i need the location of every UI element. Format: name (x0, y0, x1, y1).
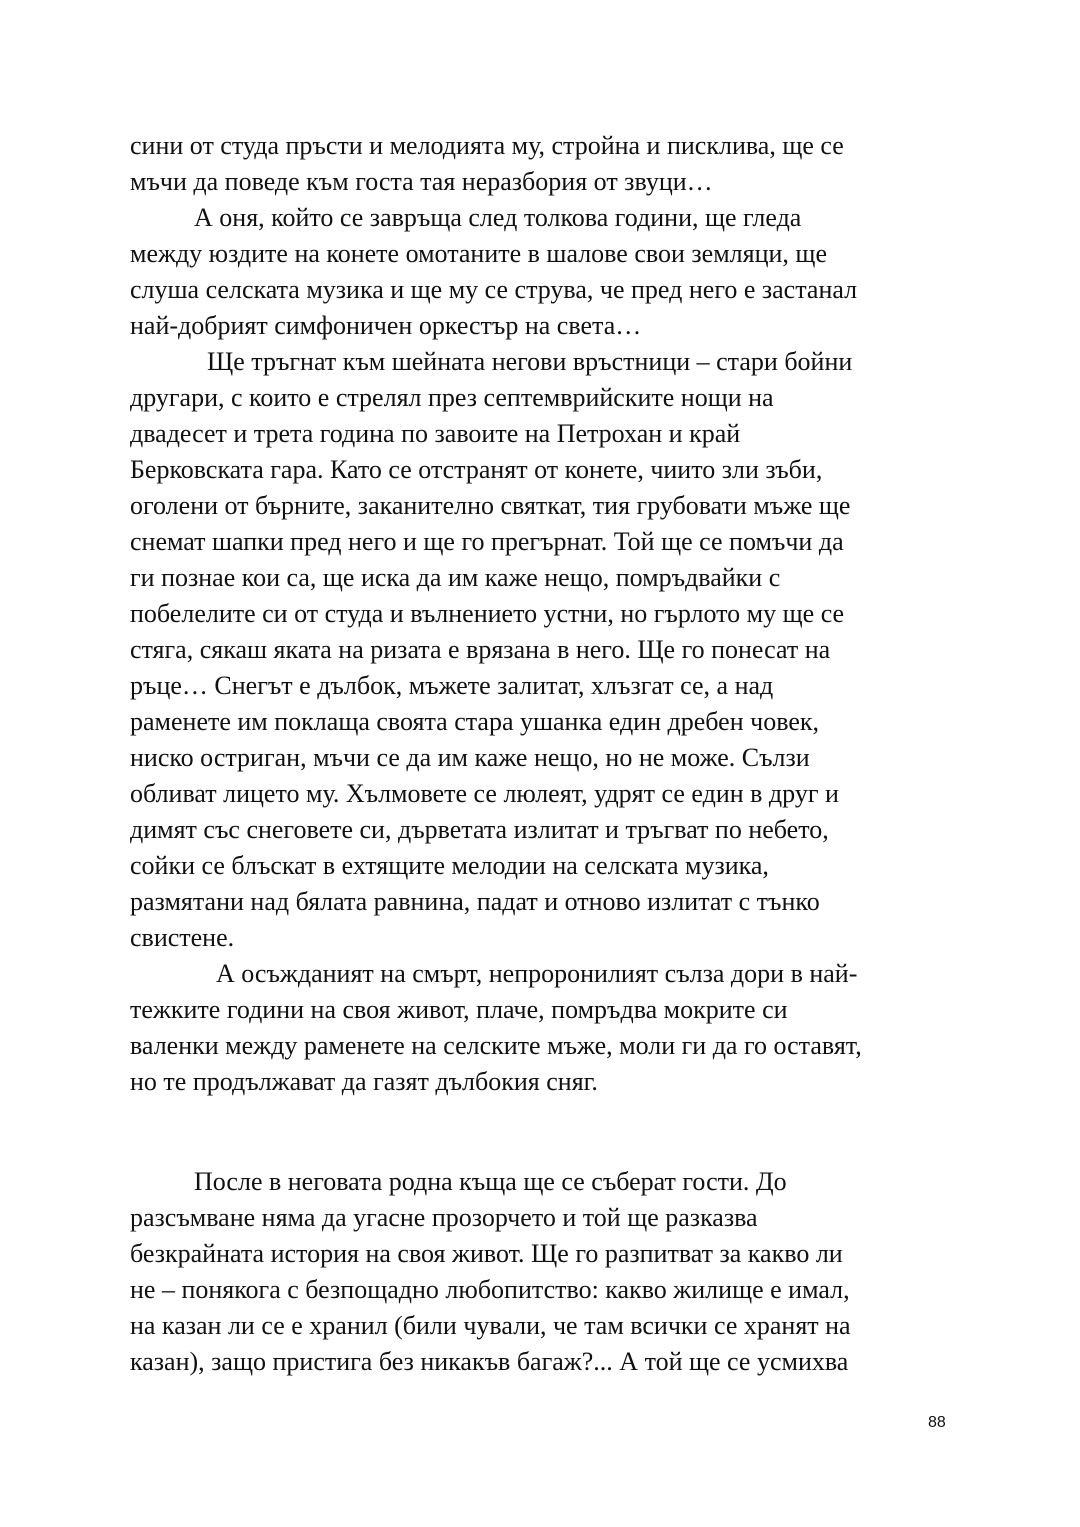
page-number: 88 (928, 1414, 946, 1431)
text-line: двадесет и трета година по завоите на Петрохан и край (130, 419, 741, 448)
text-line: валенки между раменете на селските мъже, моли ги да го оставят, (130, 1031, 862, 1060)
text-line: казан), защо пристига без никакъв багаж?... А той ще се усмихва (130, 1347, 849, 1376)
text-block-2 (130, 1164, 960, 1380)
text-line: сойки се блъскат в ехтящите мелодии на селската музика, (130, 851, 769, 880)
text-line: Берковската гара. Като се отстранят от конете, чиито зли зъби, (130, 455, 823, 484)
text-line: свистене. (130, 923, 235, 952)
text-line: но те продължават да газят дълбокия сняг. (130, 1067, 598, 1096)
text-line: размятани над бялата равнина, падат и отново излитат с тънко (130, 887, 820, 916)
text-line: ръце… Снегът е дълбок, мъжете залитат, хлъзгат се, а над (130, 671, 774, 700)
text-line: обливат лицето му. Хълмовете се люлеят, удрят се един в друг и (130, 779, 839, 808)
text-line: А осъжданият на смърт, непроронилият сълза дори в най- (216, 959, 858, 988)
text-line: между юздите на конете омотаните в шалове свои земляци, ще (130, 239, 827, 268)
text-line: А оня, който се завръща след толкова години, ще гледа (194, 203, 802, 232)
text-line: другари, с които е стрелял през септемврийските нощи на (130, 383, 774, 412)
text-line: После в неговата родна къща ще се съберат гости. До (194, 1167, 787, 1196)
text-line: снемат шапки пред него и ще го прегърнат. Той ще се помъчи да (130, 527, 844, 556)
text-line: Ще тръгнат към шейната негови връстници – стари бойни (207, 347, 853, 376)
text-line: не – понякога с безпощадно любопитство: какво жилище е имал, (130, 1275, 850, 1304)
text-line: димят със снеговете си, дърветата излитат и тръгват по небето, (130, 815, 829, 844)
text-block-1 (130, 128, 960, 1100)
text-line: разсъмване няма да угасне прозорчето и той ще разказва (130, 1203, 758, 1232)
text-line: безкрайната история на своя живот. Ще го разпитват за какво ли (130, 1239, 843, 1268)
text-line: оголени от бърните, заканително святкат, тия грубовати мъже ще (130, 491, 851, 520)
text-line: стяга, сякаш яката на ризата е врязана в него. Ще го понесат на (130, 635, 831, 664)
text-line: най-добрият симфоничен оркестър на света… (130, 311, 642, 340)
text-line: на казан ли се е хранил (били чували, че там всички се хранят на (130, 1311, 851, 1340)
text-line: слуша селската музика и ще му се струва, че пред него е застанал (130, 275, 858, 304)
text-line: мъчи да поведе към госта тая неразбория от звуци… (130, 167, 713, 196)
text-line: сини от студа пръсти и мелодията му, стройна и писклива, ще се (130, 131, 844, 160)
text-line: тежките години на своя живот, плаче, помръдва мокрите си (130, 995, 788, 1024)
text-line: побелелите си от студа и вълнението устни, но гърлото му ще се (130, 599, 845, 628)
text-line: раменете им поклаща своята стара ушанка един дребен човек, (130, 707, 819, 736)
text-line: ниско остриган, мъчи се да им каже нещо, но не може. Сълзи (130, 743, 810, 772)
text-line: ги познае кои са, ще иска да им каже нещо, помръдвайки с (130, 563, 781, 592)
